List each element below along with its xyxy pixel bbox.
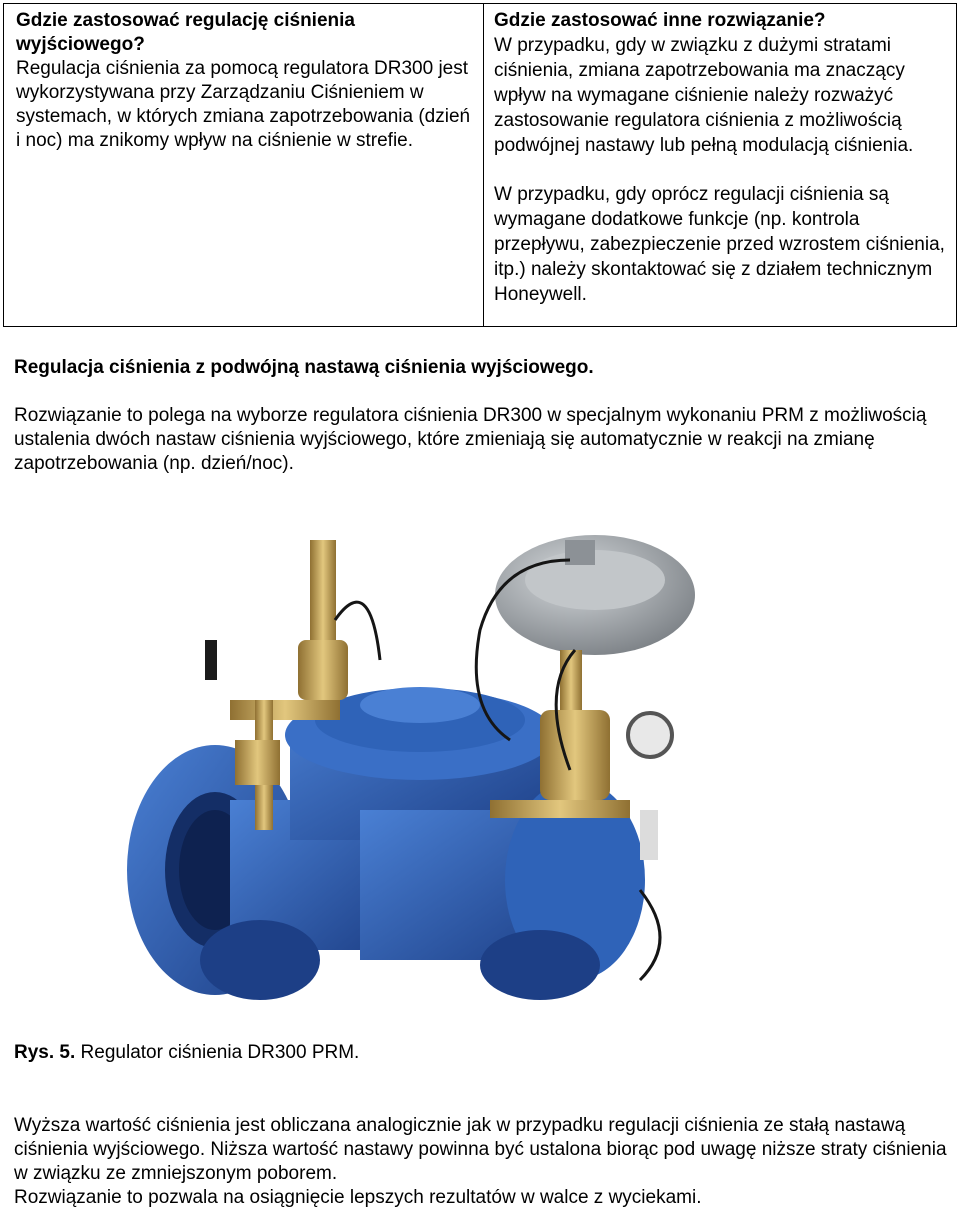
section-intro: Rozwiązanie to polega na wyborze regulatora ciśnienia DR300 w specjalnym wykonaniu PRM z możliwością ustalenia dwóch nastaw ciśnienia wyjściowego, które zmieniają się automatycznie w reakcji na zmianę zapotrzebowania (np. dzień/noc).: [14, 405, 927, 474]
figure-label: Rys. 5.: [14, 1042, 76, 1063]
right-cell-para-1: W przypadku, gdy w związku z dużymi stratami ciśnienia, zmiana zapotrzebowania ma znaczący wpływ na wymagane ciśnienie należy rozważyć zastosowanie regulatora ciśnienia z możliwością podwójnej nastawy lub pełną modulacją ciśnienia.: [494, 35, 914, 156]
right-cell-heading: Gdzie zastosować inne rozwiązanie?: [494, 10, 826, 31]
right-cell: [484, 4, 956, 326]
closing-line-1: Wyższa wartość ciśnienia jest obliczana analogicznie jak w przypadku regulacji ciśnienia ze stałą nastawą ciśnienia wyjściowego. Niższa wartość nastawy powinna być ustalona biorąc pod uwagę niższe straty ciśnienia w związku ze zmniejszonym poborem.: [14, 1115, 947, 1184]
figure-caption-text: Regulator ciśnienia DR300 PRM.: [75, 1042, 360, 1063]
valve-photo: [120, 510, 720, 1040]
left-cell-heading: Gdzie zastosować regulację ciśnienia wyjściowego?: [16, 10, 355, 55]
pilot-diaphragm: [495, 535, 695, 655]
right-cell-para-2: W przypadku, gdy oprócz regulacji ciśnienia są wymagane dodatkowe funkcje (np. kontrola przepływu, zabezpieczenie przed wzrostem ciśnienia, itp.) należy skontaktować się z działem technicznym Honeywell.: [494, 184, 945, 305]
left-cell-body: Regulacja ciśnienia za pomocą regulatora DR300 jest wykorzystywana przy Zarządzaniu Ciśnieniem w systemach, w których zmiana zapotrzebowania (dzień i noc) ma znikomy wpływ na ciśnienie w strefie.: [16, 58, 471, 151]
figure-caption: [14, 1041, 359, 1065]
closing-paragraph: [14, 1114, 949, 1210]
section-title: Regulacja ciśnienia z podwójną nastawą ciśnienia wyjściowego.: [14, 357, 594, 378]
closing-line-2: Rozwiązanie to pozwala na osiągnięcie lepszych rezultatów w walce z wyciekami.: [14, 1187, 702, 1208]
left-cell: [4, 4, 484, 326]
info-table: [3, 3, 957, 327]
